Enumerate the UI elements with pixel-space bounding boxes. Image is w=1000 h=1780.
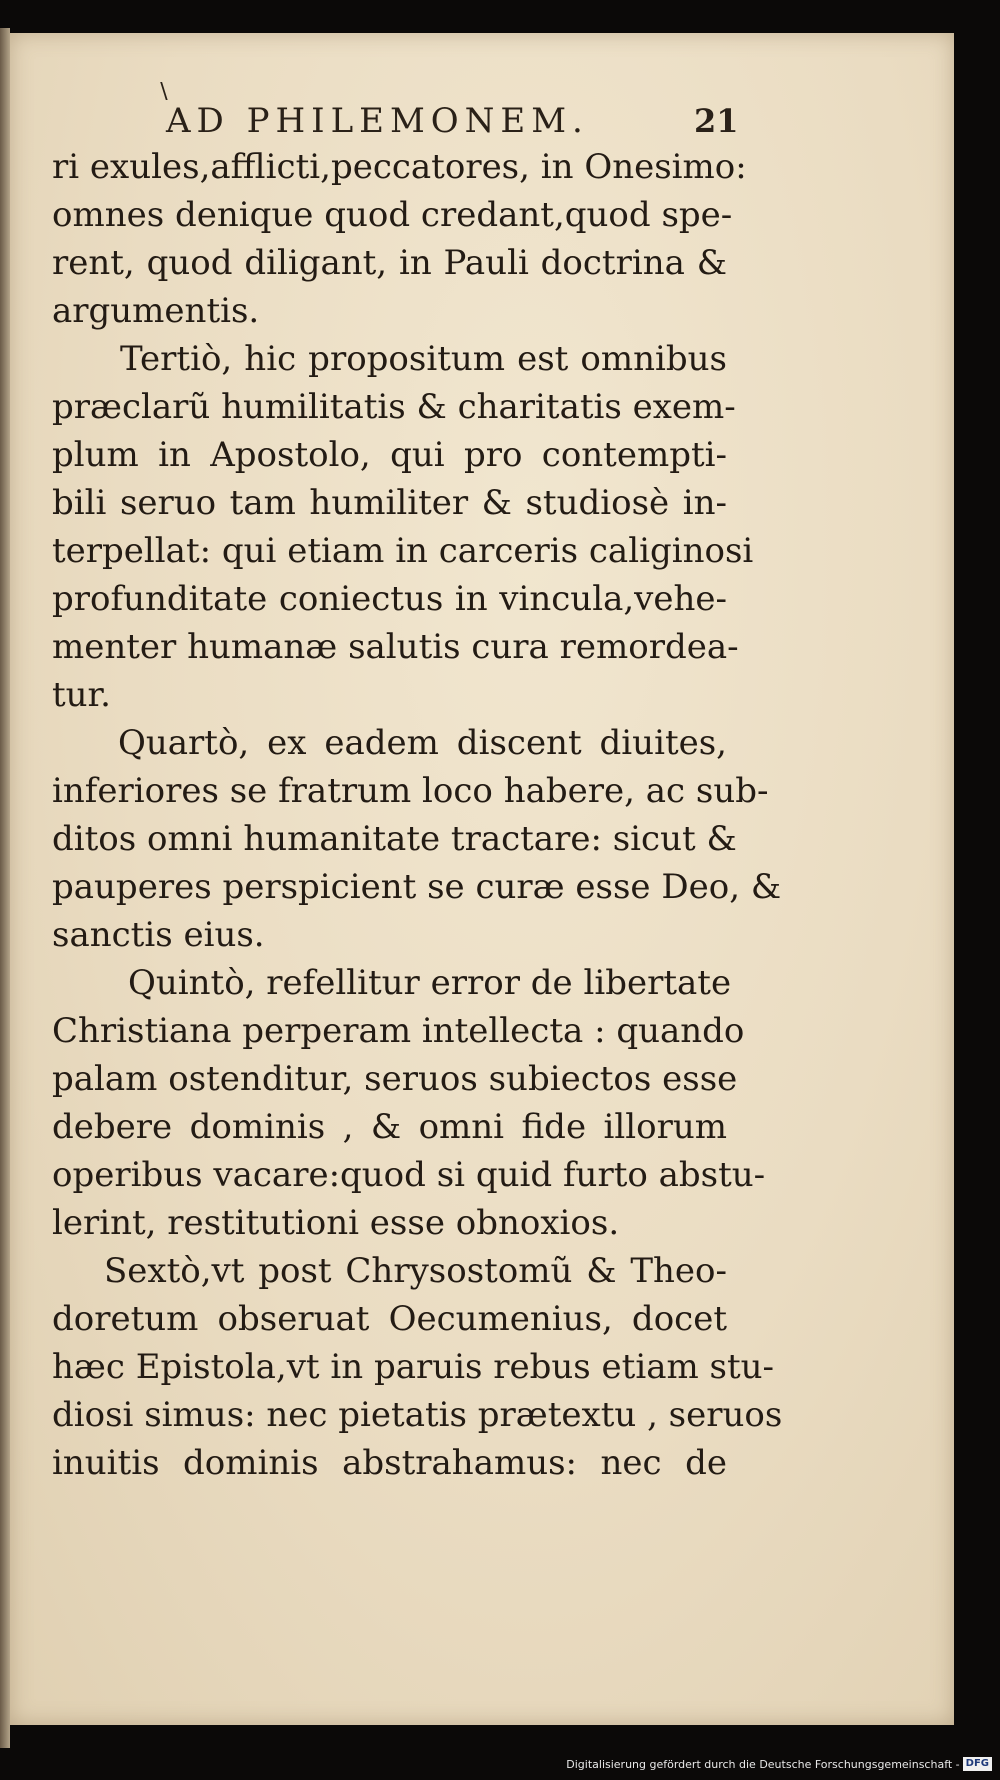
text-line: inuitis dominis abstrahamus: nec de [52, 1443, 727, 1483]
text-line: inferiores se fratrum loco habere, ac sub- [52, 771, 769, 811]
text-line: pauperes perspicient se curæ esse Deo, & [52, 867, 782, 907]
page-number: 21 [694, 102, 739, 140]
running-title: AD PHILEMONEM. [166, 101, 589, 141]
text-line: rent, quod diligant, in Pauli doctrina & [52, 243, 727, 283]
page-header [156, 80, 739, 146]
text-line: hæc Epistola,vt in paruis rebus etiam stu- [52, 1347, 775, 1387]
text-line: ditos omni humanitate tractare: sicut & [52, 819, 737, 859]
text-line: sanctis eius. [52, 915, 265, 955]
flourish-mark-icon: ∖ [156, 80, 171, 105]
text-line: doretum obseruat Oecumenius, docet [52, 1299, 727, 1339]
paragraph-first-line: Quintò, refellitur error de libertate [128, 963, 732, 1003]
dfg-logo: DFG [963, 1757, 992, 1771]
text-line: argumentis. [52, 291, 260, 331]
body-text [52, 143, 783, 1487]
text-line: Christiana perperam intellecta : quando [52, 1011, 745, 1051]
text-line: diosi simus: nec pietatis prætextu , seruos [52, 1395, 783, 1435]
text-line: bili seruo tam humiliter & studiosè in- [52, 483, 727, 523]
credit-text: Digitalisierung gefördert durch die Deutsche Forschungsgemeinschaft - [566, 1757, 960, 1771]
book-spine-edge [0, 28, 10, 1748]
text-line: debere dominis , & omni fide illorum [52, 1107, 727, 1147]
text-line: lerint, restitutioni esse obnoxios. [52, 1203, 620, 1243]
text-line: plum in Apostolo, qui pro contempti- [52, 435, 727, 475]
text-line: omnes denique quod credant,quod spe- [52, 195, 733, 235]
paragraph-first-line: Sextò,vt post Chrysostomũ & Theo- [104, 1251, 727, 1291]
paragraph-first-line: Quartò, ex eadem discent diuites, [118, 723, 727, 763]
text-line: terpellat: qui etiam in carceris caliginosi [52, 531, 754, 571]
text-line: profunditate coniectus in vincula,vehe- [52, 579, 727, 619]
text-line: præclarũ humilitatis & charitatis exem- [52, 387, 736, 427]
text-line: menter humanæ salutis cura remordea- [52, 627, 739, 667]
digitization-credit [566, 1756, 992, 1772]
text-line: ri exules,afflicti,peccatores, in Onesimo: [52, 147, 747, 187]
text-line: palam ostenditur, seruos subiectos esse [52, 1059, 738, 1099]
text-line: tur. [52, 675, 111, 715]
text-line: operibus vacare:quod si quid furto abstu- [52, 1155, 766, 1195]
paragraph-first-line: Tertiò, hic propositum est omnibus [120, 339, 727, 379]
